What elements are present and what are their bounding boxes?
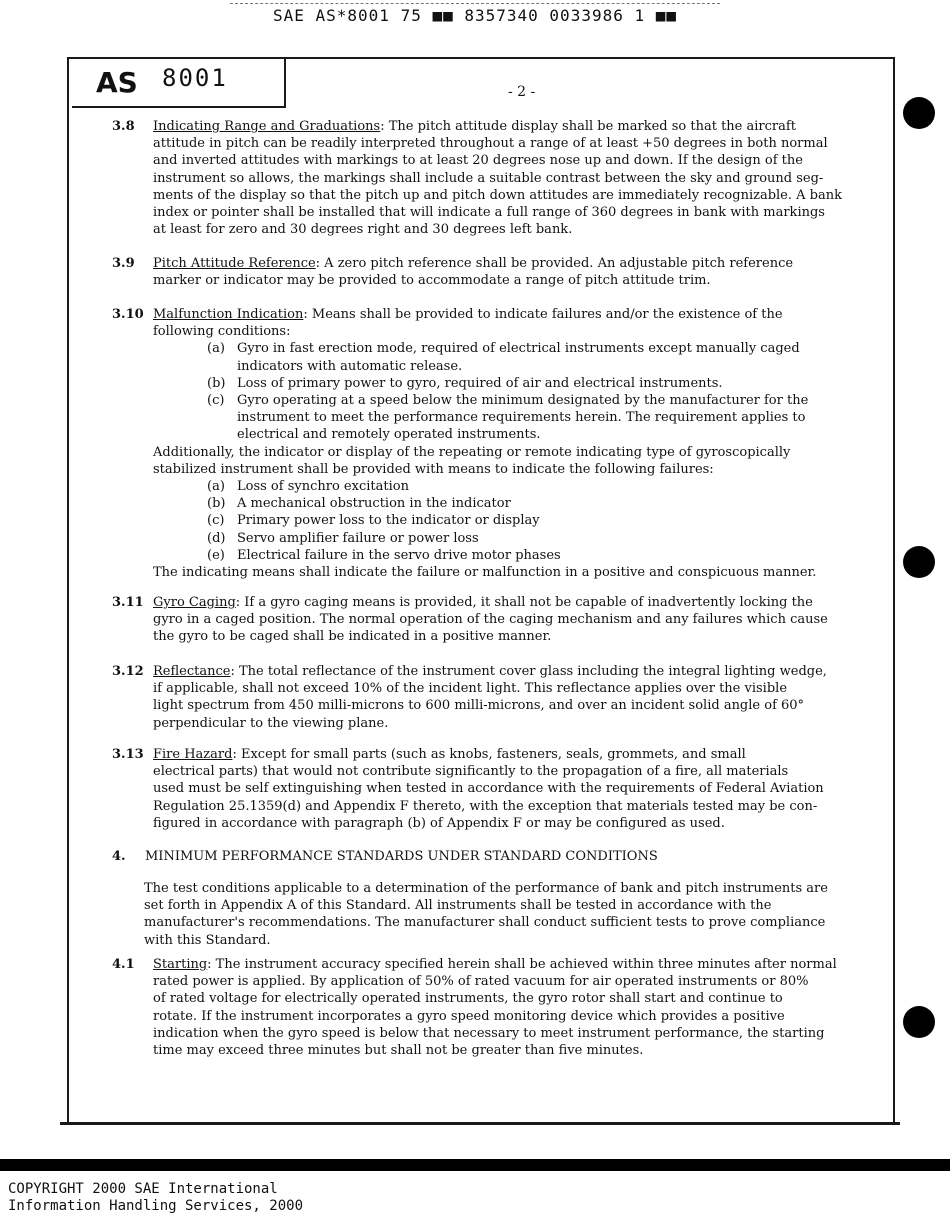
copyright-footer — [8, 1181, 303, 1215]
item-label: (a) — [207, 341, 225, 357]
section-line: at least for zero and 30 degrees right and 30 degrees left bank. — [153, 222, 573, 238]
section-line: Regulation 25.1359(d) and Appendix F thereto, with the exception that materials tested may be con- — [153, 798, 818, 814]
section-line: set forth in Appendix A of this Standard. All instruments shall be tested in accordance with the — [144, 898, 772, 914]
section-line: : The pitch attitude display shall be marked so that the aircraft — [380, 119, 796, 134]
copyright-line: COPYRIGHT 2000 SAE International — [8, 1181, 278, 1197]
section-title: Fire Hazard — [153, 747, 233, 762]
document-id-box — [72, 58, 286, 108]
item-label: (b) — [207, 496, 226, 512]
document-number: 8001 — [162, 64, 228, 92]
item-text: Gyro in fast erection mode, required of electrical instruments except manually caged — [237, 341, 800, 357]
punch-hole-bottom — [903, 1006, 935, 1038]
document-code-header: SAE AS*8001 75 ■■ 8357340 0033986 1 ■■ — [272, 6, 678, 25]
page-number: - 2 - — [508, 84, 536, 100]
section-title: Malfunction Indication — [153, 307, 304, 322]
section-heading: MINIMUM PERFORMANCE STANDARDS UNDER STANDARD CONDITIONS — [145, 849, 658, 864]
section-line: stabilized instrument shall be provided with means to indicate the following failures: — [153, 461, 714, 477]
section-line: : If a gyro caging means is provided, it shall not be capable of inadvertently locking the — [235, 595, 813, 610]
section-number: 3.11 — [112, 595, 144, 610]
section-title: Reflectance — [153, 664, 231, 679]
item-text: Gyro operating at a speed below the minimum designated by the manufacturer for the — [237, 393, 809, 409]
section-line: electrical parts) that would not contribute significantly to the propagation of a fire, all materials — [153, 764, 789, 780]
section-line: : A zero pitch reference shall be provided. An adjustable pitch reference — [315, 256, 794, 271]
item-label: (a) — [207, 479, 225, 495]
item-label: (b) — [207, 375, 226, 391]
section-number: 3.13 — [112, 747, 144, 762]
bottom-rule — [60, 1122, 900, 1125]
document-prefix: AS — [96, 66, 138, 99]
item-label: (e) — [207, 547, 225, 563]
section-line: : Means shall be provided to indicate failures and/or the existence of the — [303, 307, 783, 322]
section-line: used must be self extinguishing when tested in accordance with the requirements of Federal Aviation — [153, 781, 824, 797]
section-title: Pitch Attitude Reference — [153, 256, 316, 271]
item-text: Loss of synchro excitation — [237, 479, 409, 495]
section-number: 3.10 — [112, 307, 144, 322]
section-number: 4.1 — [112, 957, 135, 972]
item-text: Loss of primary power to gyro, required of air and electrical instruments. — [237, 375, 723, 391]
section-line: rated power is applied. By application of 50% of rated vacuum for air operated instruments or 80% — [153, 974, 809, 990]
provider-line: Information Handling Services, 2000 — [8, 1198, 304, 1214]
section-line: ments of the display so that the pitch up and pitch down attitudes are immediately recognizable. A bank — [153, 187, 842, 203]
item-text: Electrical failure in the servo drive motor phases — [237, 547, 561, 563]
section-line: rotate. If the instrument incorporates a gyro speed monitoring device which provides a positive — [153, 1008, 785, 1024]
item-text: indicators with automatic release. — [237, 358, 463, 374]
section-line: indication when the gyro speed is below that necessary to meet instrument performance, the starting — [153, 1025, 825, 1041]
section-line: Additionally, the indicator or display of the repeating or remote indicating type of gyroscopically — [153, 444, 791, 460]
section-line: with this Standard. — [144, 932, 271, 948]
item-label: (c) — [207, 393, 225, 409]
section-line: : The instrument accuracy specified herein shall be achieved within three minutes after normal — [207, 957, 837, 972]
section-line: The test conditions applicable to a determination of the performance of bank and pitch instruments are — [144, 881, 828, 896]
section-line: and inverted attitudes with markings to at least 20 degrees nose up and down. If the design of the — [153, 153, 803, 169]
footer-band — [0, 1159, 950, 1171]
item-text: electrical and remotely operated instruments. — [237, 427, 541, 443]
section-line: gyro in a caged position. The normal operation of the caging mechanism and any failures which cause — [153, 612, 828, 628]
section-line: light spectrum from 450 milli-microns to 600 milli-microns, and over an incident solid angle of 60° — [153, 698, 805, 714]
section-number: 3.9 — [112, 256, 135, 271]
item-text: Servo amplifier failure or power loss — [237, 530, 479, 546]
section-line: index or pointer shall be installed that will indicate a full range of 360 degrees in bank with markings — [153, 205, 825, 221]
section-line: if applicable, shall not exceed 10% of the incident light. This reflectance applies over the visible — [153, 681, 788, 697]
section-title: Indicating Range and Graduations — [153, 119, 381, 134]
section-number: 3.12 — [112, 664, 144, 679]
section-line: : Except for small parts (such as knobs, fasteners, seals, grommets, and small — [232, 747, 746, 762]
section-line: of rated voltage for electrically operated instruments, the gyro rotor shall start and continue to — [153, 991, 783, 1007]
item-text: instrument to meet the performance requirements herein. The requirement applies to — [237, 410, 806, 426]
section-line: : The total reflectance of the instrument cover glass including the integral lighting wedge, — [230, 664, 827, 679]
section-line: the gyro to be caged shall be indicated in a positive manner. — [153, 629, 552, 645]
section-title: Starting — [153, 957, 208, 972]
header-rule — [230, 3, 720, 5]
section-line: time may exceed three minutes but shall not be greater than five minutes. — [153, 1043, 644, 1059]
item-label: (d) — [207, 530, 226, 546]
item-label: (c) — [207, 513, 225, 529]
section-number: 4. — [112, 849, 126, 864]
section-line: following conditions: — [153, 324, 291, 340]
section-line: figured in accordance with paragraph (b) of Appendix F or may be configured as used. — [153, 815, 725, 831]
section-line: marker or indicator may be provided to accommodate a range of pitch attitude trim. — [153, 273, 711, 289]
section-number: 3.8 — [112, 119, 135, 134]
item-text: A mechanical obstruction in the indicator — [237, 496, 511, 512]
item-text: Primary power loss to the indicator or display — [237, 513, 540, 529]
section-line: manufacturer's recommendations. The manufacturer shall conduct sufficient tests to prove compliance — [144, 915, 826, 931]
section-line: The indicating means shall indicate the failure or malfunction in a positive and conspicuous manner. — [153, 565, 817, 581]
section-title: Gyro Caging — [153, 595, 236, 610]
punch-hole-middle — [903, 546, 935, 578]
punch-hole-top — [903, 97, 935, 129]
section-line: attitude in pitch can be readily interpreted throughout a range of at least +50 degrees in both normal — [153, 136, 828, 152]
section-line: instrument so allows, the markings shall include a suitable contrast between the sky and ground seg- — [153, 170, 824, 186]
section-line: perpendicular to the viewing plane. — [153, 715, 389, 731]
